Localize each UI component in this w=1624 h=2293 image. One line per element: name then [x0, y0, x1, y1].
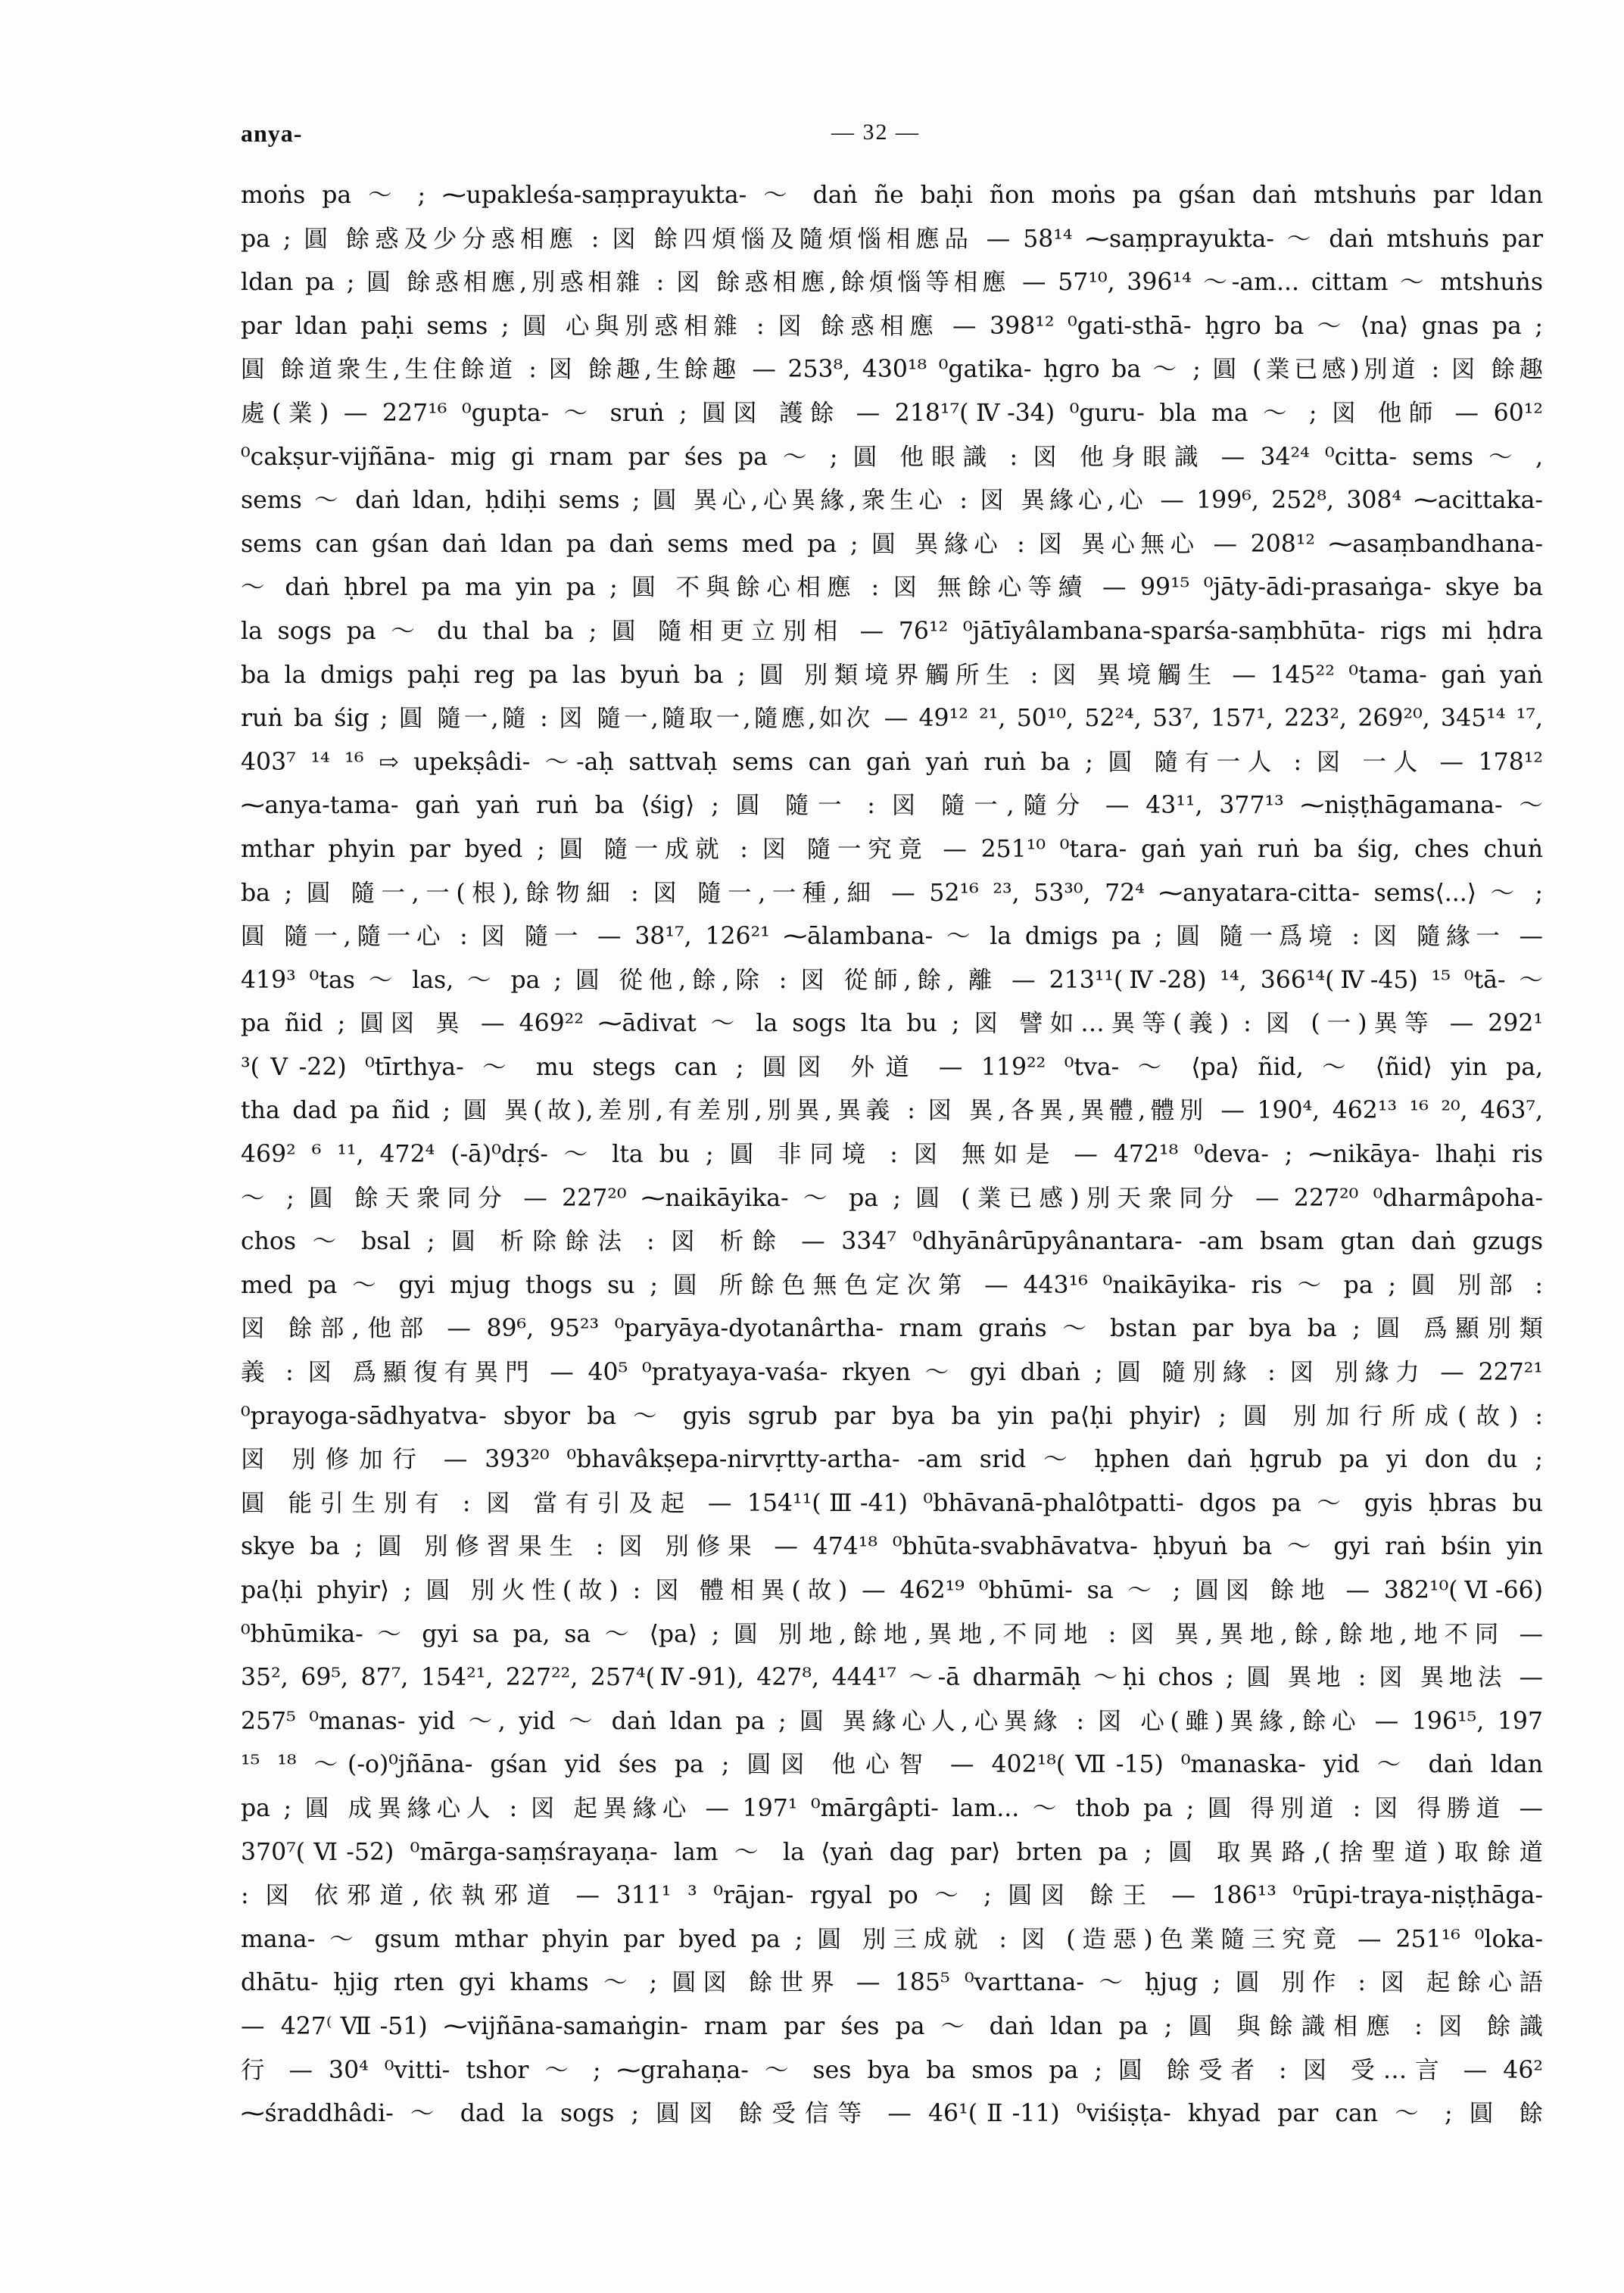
text-line: ruṅ ba śig ; 圓 隨一,隨 : 図 隨一,隨取一,隨應,如次 — 49¹² ²¹, 50¹⁰, 52²⁴, 53⁷, 157¹, 223², 269²⁰, 345¹⁴ ¹⁷,	[241, 705, 1543, 733]
text-line: — 427⁽Ⅶ-51) ⁓vijñāna-samaṅgin- rnam par śes pa ～ daṅ ldan pa ; 圓 與餘識相應 : 図 餘識	[241, 2012, 1543, 2040]
text-line: pa ; 圓 成異緣心人 : 図 起異緣心 — 197¹ ⁰mārgâpti- lam... ～ thob pa ; 圓 得別道 : 図 得勝道 —	[241, 1794, 1543, 1822]
text-line: 図 餘部,他部 — 89⁶, 95²³ ⁰paryāya-dyotanârtha- rnam graṅs ～ bstan par bya ba ; 圓 爲顯別類	[241, 1315, 1543, 1343]
text-line: 義 : 図 爲顯復有異門 — 40⁵ ⁰pratyaya-vaśa- rkyen ～ gyi dbaṅ ; 圓 隨別緣 : 図 別緣力 — 227²¹	[241, 1359, 1543, 1387]
text-line: 図 別修加行 — 393²⁰ ⁰bhavâkṣepa-nirvṛtty-artha- -am srid ～ ḥphen daṅ ḥgrub pa yi don du ;	[241, 1446, 1543, 1474]
text-line: ⁓śraddhâdi- ～ dad la sogs ; 圓図 餘受信等 — 46¹(Ⅱ-11) ⁰viśiṣṭa- khyad par can ～ ; 圓 餘	[241, 2100, 1543, 2128]
text-line: tha dad pa ñid ; 圓 異(故),差別,有差別,別異,異義 : 図 異,各異,異體,體別 — 190⁴, 462¹³ ¹⁶ ²⁰, 463⁷,	[241, 1097, 1543, 1125]
text-line: ³(Ⅴ-22) ⁰tīrthya- ～ mu stegs can ; 圓図 外道 — 119²² ⁰tva- ～ ⟨pa⟩ ñid, ～ ⟨ñid⟩ yin pa,	[241, 1053, 1543, 1081]
text-line: skye ba ; 圓 別修習果生 : 図 別修果 — 474¹⁸ ⁰bhūta-svabhāvatva- ḥbyuṅ ba ～ gyi raṅ bśin yin	[241, 1533, 1543, 1561]
text-line: ～ ; 圓 餘天衆同分 — 227²⁰ ⁓naikāyika- ～ pa ; 圓 (業已感)別天衆同分 — 227²⁰ ⁰dharmâpoha-	[241, 1184, 1543, 1212]
text-line: : 図 依邪道,依執邪道 — 311¹ ³ ⁰rājan- rgyal po ～ ; 圓図 餘王 — 186¹³ ⁰rūpi-traya-niṣṭhāga-	[241, 1882, 1543, 1910]
page-number: — 32 —	[831, 120, 920, 145]
text-line: 圓 隨一,隨一心 : 図 隨一 — 38¹⁷, 126²¹ ⁓ālambana- ～ la dmigs pa ; 圓 隨一爲境 : 図 隨緣一 —	[241, 923, 1543, 951]
text-line: ⁓anya-tama- gaṅ yaṅ ruṅ ba ⟨śig⟩ ; 圓 隨一 : 図 隨一,隨分 — 43¹¹, 377¹³ ⁓niṣṭhāgamana- ～	[241, 792, 1543, 820]
text-line: chos ～ bsal ; 圓 析除餘法 : 図 析餘 — 334⁷ ⁰dhyānârūpyânantara- -am bsam gtan daṅ gzugs	[241, 1228, 1543, 1256]
text-line: 403⁷ ¹⁴ ¹⁶ ⇨ upekṣâdi- ～-aḥ sattvaḥ sems can gaṅ yaṅ ruṅ ba ; 圓 隨有一人 : 図 一人 — 178¹²	[241, 748, 1543, 776]
text-line: dhātu- ḥjig rten gyi khams ～ ; 圓図 餘世界 — 185⁵ ⁰varttana- ～ ḥjug ; 圓 別作 : 図 起餘心語	[241, 1969, 1543, 1997]
text-line: 419³ ⁰tas ～ las, ～ pa ; 圓 從他,餘,除 : 図 從師,餘, 離 — 213¹¹(Ⅳ-28) ¹⁴, 366¹⁴(Ⅳ-45) ¹⁵ ⁰tā- ～	[241, 966, 1543, 994]
text-line: 35², 69⁵, 87⁷, 154²¹, 227²², 257⁴(Ⅳ-91), 427⁸, 444¹⁷ ～-ā dharmāḥ ～ḥi chos ; 圓 異地 : 図 異地法 —	[241, 1664, 1543, 1692]
text-line: ～ daṅ ḥbrel pa ma yin pa ; 圓 不與餘心相應 : 図 無餘心等續 — 99¹⁵ ⁰jāty-ādi-prasaṅga- skye ba	[241, 574, 1543, 602]
text-line: mana- ～ gsum mthar phyin par byed pa ; 圓 別三成就 : 図 (造惡)色業隨三究竟 — 251¹⁶ ⁰loka-	[241, 1925, 1543, 1953]
text-line: 圓 餘道衆生,生住餘道 : 図 餘趣,生餘趣 — 253⁸, 430¹⁸ ⁰gatika- ḥgro ba ～ ; 圓 (業已感)別道 : 図 餘趣	[241, 356, 1543, 384]
text-line: pa ; 圓 餘惑及少分惑相應 : 図 餘四煩惱及隨煩惱相應品 — 58¹⁴ ⁓saṃprayukta- ～ daṅ mtshuṅs par	[241, 225, 1543, 253]
text-line: mthar phyin par byed ; 圓 隨一成就 : 図 隨一究竟 — 251¹⁰ ⁰tara- gaṅ yaṅ ruṅ ba śig, ches chuṅ	[241, 835, 1543, 863]
text-line: 257⁵ ⁰manas- yid ～, yid ～ daṅ ldan pa ; 圓 異緣心人,心異緣 : 図 心(雖)異緣,餘心 — 196¹⁵, 197	[241, 1707, 1543, 1735]
text-line: ¹⁵ ¹⁸ ～(-o)⁰jñāna- gśan yid śes pa ; 圓図 他心智 — 402¹⁸(Ⅶ-15) ⁰manaska- yid ～ daṅ ldan	[241, 1751, 1543, 1779]
text-line: sems ～ daṅ ldan, ḥdiḥi sems ; 圓 異心,心異緣,衆生心 : 図 異緣心,心 — 199⁶, 252⁸, 308⁴ ⁓acittaka-	[241, 487, 1543, 515]
text-line: ⁰cakṣur-vijñāna- mig gi rnam par śes pa ～ ; 圓 他眼識 : 図 他身眼識 — 34²⁴ ⁰citta- sems ～ ,	[241, 443, 1543, 471]
text-line: 圓 能引生別有 : 図 當有引及起 — 154¹¹(Ⅲ-41) ⁰bhāvanā-phalôtpatti- dgos pa ～ gyis ḥbras bu	[241, 1489, 1543, 1517]
text-line: moṅs pa ～ ; ⁓upakleśa-saṃprayukta- ～ daṅ ñe baḥi ñon moṅs pa gśan daṅ mtshuṅs par ldan	[241, 182, 1543, 209]
dictionary-entry-text	[241, 174, 1543, 2136]
text-line: ldan pa ; 圓 餘惑相應,別惑相雜 : 図 餘惑相應,餘煩惱等相應 — 57¹⁰, 396¹⁴ ～-am... cittam ～ mtshuṅs	[241, 269, 1543, 297]
text-line: 行 — 30⁴ ⁰vitti- tshor ～ ; ⁓grahaṇa- ～ ses bya ba smos pa ; 圓 餘受者 : 図 受…言 — 46²	[241, 2056, 1543, 2084]
text-line: 370⁷(Ⅵ-52) ⁰mārga-saṃśrayaṇa- lam ～ la ⟨yaṅ dag par⟩ brten pa ; 圓 取異路,(捨聖道)取餘道	[241, 1838, 1543, 1866]
text-line: ba ; 圓 隨一,一(根),餘物細 : 図 隨一,一種,細 — 52¹⁶ ²³, 53³⁰, 72⁴ ⁓anyatara-citta- sems⟨...⟩ ～ ;	[241, 879, 1543, 907]
text-line: ba la dmigs paḥi reg pa las byuṅ ba ; 圓 別類境界觸所生 : 図 異境觸生 — 145²² ⁰tama- gaṅ yaṅ	[241, 661, 1543, 689]
text-line: ⁰bhūmika- ～ gyi sa pa, sa ～ ⟨pa⟩ ; 圓 別地,餘地,異地,不同地 : 図 異,異地,餘,餘地,地不同 —	[241, 1620, 1543, 1648]
text-line: sems can gśan daṅ ldan pa daṅ sems med pa ; 圓 異緣心 : 図 異心無心 — 208¹² ⁓asaṃbandhana-	[241, 530, 1543, 558]
text-line: ⁰prayoga-sādhyatva- sbyor ba ～ gyis sgrub par bya ba yin pa⟨ḥi phyir⟩ ; 圓 別加行所成(故) :	[241, 1402, 1543, 1430]
text-line: par ldan paḥi sems ; 圓 心與別惑相雜 : 図 餘惑相應 — 398¹² ⁰gati-sthā- ḥgro ba ～ ⟨na⟩ gnas pa ;	[241, 312, 1543, 340]
text-line: 處(業) — 227¹⁶ ⁰gupta- ～ sruṅ ; 圓図 護餘 — 218¹⁷(Ⅳ-34) ⁰guru- bla ma ～ ; 図 他師 — 60¹²	[241, 399, 1543, 427]
text-line: 469² ⁶ ¹¹, 472⁴ (-ā)⁰dṛś- ～ lta bu ; 圓 非同境 : 図 無如是 — 472¹⁸ ⁰deva- ; ⁓nikāya- lhaḥi ris	[241, 1141, 1543, 1169]
running-headword: anya-	[241, 120, 303, 147]
text-line: pa ñid ; 圓図 異 — 469²² ⁓ādivat ～ la sogs lta bu ; 図 譬如…異等(義) : 図 (一)異等 — 292¹	[241, 1010, 1543, 1038]
text-line: pa⟨ḥi phyir⟩ ; 圓 別火性(故) : 図 體相異(故) — 462¹⁹ ⁰bhūmi- sa ～ ; 圓図 餘地 — 382¹⁰(Ⅵ-66)	[241, 1577, 1543, 1604]
text-line: la sogs pa ～ du thal ba ; 圓 隨相更立別相 — 76¹² ⁰jātīyâlambana-sparśa-saṃbhūta- rigs mi ḥdra	[241, 617, 1543, 645]
running-head	[241, 120, 1543, 165]
text-line: med pa ～ gyi mjug thogs su ; 圓 所餘色無色定次第 — 443¹⁶ ⁰naikāyika- ris ～ pa ; 圓 別部 :	[241, 1271, 1543, 1299]
